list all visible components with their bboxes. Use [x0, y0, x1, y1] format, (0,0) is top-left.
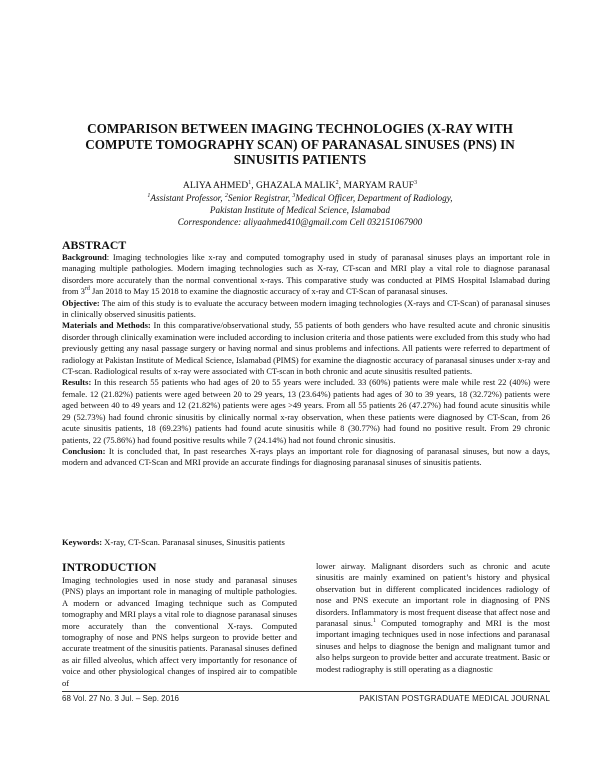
introduction-heading: INTRODUCTION — [62, 560, 157, 574]
citation-sup: 1 — [372, 618, 376, 625]
affil-text: Senior Registrar, — [227, 193, 293, 203]
keywords-text: X-ray, CT-Scan. Paranasal sinuses, Sinusitis patients — [102, 537, 285, 547]
abstract-methods — [62, 320, 550, 377]
affiliations — [70, 192, 530, 204]
background-text-cont: Jan 2018 to May 15 2018 to examine the diagnostic accuracy of x-ray and CT-Scan of paranasal sinuses. — [89, 286, 448, 297]
correspondence: Correspondence: aliyaahmed410@gmail.com Cell 032151067900 — [177, 217, 423, 227]
results-text: In this research 55 patients who had ages of 20 to 55 years were included. 33 (60%) patients were male while rest 22 (40%) were female. 12 (21.82%) patients were aged between 20 to 29 years, 13 (23.64%) patients had ages of 30 to 39 years, 18 (32.72%) patients were aged between 40 to 49 years and 12 (21.82%) patients were ages >49 years. From all 55 patients 26 (47.27%) had found acute sinusitis while 29 (52.73%) had found chronic sinusitis by clinically normal x-ray observation, when these patients were diagnosed by CT-Scan, from 26 acute sinusitis patients, 18 (69.23%) patients had found acute sinusitis while 8 (30.77%) had found no positive result. From 29 chronic patients, 22 (75.86%) had found positive results while 7 (24.14%) had not found chronic sinusitis. — [62, 377, 550, 445]
abstract-background — [62, 252, 550, 298]
affil-sup: 3 — [292, 192, 296, 199]
keywords — [62, 537, 550, 547]
background-text: : Imaging technologies like x-ray and computed tomography used in study of paranasal sinuses plays an important role in managing multiple pathologies. Modern imaging technologies such as X-ray, CT-scan and MRI play a vital role to diagnose paranasal disorders more accurately than the normal conventional x-rays. This comparative study was conducted at PIMS Hospital Islamabad during from 3 — [62, 252, 550, 297]
footer-rule — [62, 691, 550, 692]
affil-text: Medical Officer, Department of Radiology, — [295, 193, 453, 203]
intro-column-left — [62, 575, 297, 689]
abstract-results — [62, 377, 550, 445]
author-name: GHAZALA MALIK — [255, 180, 336, 191]
objective-text: The aim of this study is to evaluate the accuracy between modern imaging technologies (X-rays and CT-Scan) of paranasal sinuses in clinically observed sinusitis patients. — [62, 297, 550, 320]
background-sup: rd — [84, 286, 90, 293]
abstract-conclusion — [62, 446, 550, 469]
methods-text: In this comparative/observational study, 55 patients of both genders who have resulted acute and chronic sinusitis disorder through clinically examination were included according to inclusion criteria and those patients were excluded from this study who had previously getting any nasal passage surgery or having normal and sinus problems and infections. All patients were referred to department of radiology at Pakistan Institute of Medical Science, Islamabad (PIMS) for examine the diagnostic accuracy of paranasal sinuses under x-ray and CT-scan. Radiological results of x-ray were associated with CT-scan in both chronic and acute sinusitis resulted patients. — [62, 320, 550, 377]
intro-paragraph-cont — [316, 561, 550, 675]
conclusion-label: Conclusion: — [62, 445, 106, 456]
abstract-body — [62, 252, 550, 469]
objective-label: Objective: — [62, 297, 100, 308]
intro-text-cont: Computed tomography and MRI is the most important imaging techniques used in nose infections and paranasal sinuses and helps to diagnose the benign and malignant tumor and also helps surgeon to provide better and accurate treatment. Basic or modest radiography is still operating as a diagnostic — [316, 618, 550, 674]
footer-journal-name: PAKISTAN POSTGRADUATE MEDICAL JOURNAL — [359, 694, 550, 703]
author-list: ALIYA AHMED$^1$, GHAZALA MALIK$^2$, MARYAM RAUF$^3$ — [182, 179, 418, 191]
author-sup: 1 — [248, 179, 252, 186]
author-name: MARYAM RAUF — [343, 180, 415, 191]
conclusion-text: It is concluded that, In past researches X-rays plays an important role for diagnosing of paranasal sinuses, but now a days, modern and advanced CT-Scan and MRI provide an accurate findings for diagnosing paranasal sinuses of sinusitis patients. — [62, 445, 550, 468]
author-sup: 3 — [414, 179, 418, 186]
methods-label: Materials and Methods: — [62, 320, 151, 331]
author-sup: 2 — [335, 179, 339, 186]
results-label: Results: — [62, 377, 92, 388]
background-label: Background — [62, 252, 107, 262]
author-name: ALIYA AHMED — [182, 180, 249, 191]
affil-text: Assistant Professor, — [150, 193, 225, 203]
abstract-objective — [62, 298, 550, 321]
affil-sup: 1 — [147, 192, 151, 199]
keywords-label: Keywords: — [62, 537, 103, 547]
article-title: COMPARISON BETWEEN IMAGING TECHNOLOGIES (X-RAY WITH COMPUTE TOMOGRAPHY SCAN) OF PARANASAL SINUSES (PNS) IN SINUSITIS PATIENTS — [85, 121, 515, 167]
intro-column-right — [316, 561, 550, 675]
affil-sup: 2 — [224, 192, 228, 199]
abstract-heading: ABSTRACT — [62, 238, 127, 252]
intro-paragraph: Imaging technologies used in nose study and paranasal sinuses (PNS) plays an important role in managing of multiple pathologies. A modern or advanced Imaging technique such as Computed tomography and MRI plays a vital role to diagnose paranasal sinuses more accurately than the conventional X-rays. Computed tomography of nose and PNS helps surgeon to provide better and accurate treatment of the sinusitis patients. Paranasal sinuses defined as air filled alveolus, which affect very importantly for resonance of voice and other physiological changes of inspired air to compatible of — [62, 575, 297, 688]
institution: Pakistan Institute of Medical Science, Islamabad — [209, 205, 391, 215]
footer-page-info: 68 Vol. 27 No. 3 Jul. – Sep. 2016 — [62, 694, 179, 703]
intro-text: lower airway. Malignant disorders such as chronic and acute sinusitis are mainly examined on patient’s history and physical observation but in different complicated incidences radiology of nose and PNS execute an important role in diagnosing of PNS disorders. Inflammatory is most frequent disease that affect nose and paranasal sinus. — [316, 561, 550, 629]
